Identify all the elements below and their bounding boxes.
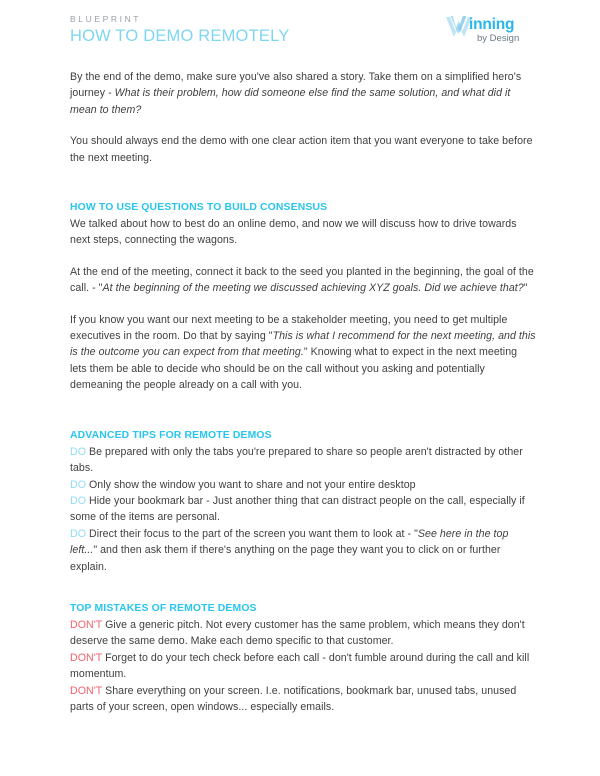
do-marker: DO [70, 527, 86, 540]
spacer [70, 590, 536, 601]
list-item-text-after: " and then ask them if there's anything on the page they want you to click on or further explain. [70, 544, 501, 573]
do-marker: DO [70, 445, 86, 458]
consensus-paragraph-2-tail: " [523, 282, 528, 295]
list-item [70, 683, 536, 716]
consensus-paragraph-2-text: At the end of the meeting, connect it back to the seed you planted in the beginning, the goal of the call. - " [70, 265, 534, 295]
list-item-text: Forget to do your tech check before each call - don't fumble around during the call and kill momentum. [70, 651, 530, 681]
document-body [70, 56, 536, 715]
list-item-text: Only show the window you want to share and not your entire desktop [89, 478, 416, 491]
do-marker: DO [70, 494, 86, 507]
section-heading-consensus: HOW TO USE QUESTIONS TO BUILD CONSENSUS [70, 202, 328, 214]
logo-icon [444, 13, 536, 47]
intro-paragraph-1 [70, 69, 536, 118]
section-top-mistakes [70, 601, 536, 715]
consensus-paragraph-3 [70, 312, 536, 394]
dont-marker: DON'T [70, 684, 103, 697]
list-item-text: Direct their focus to the part of the screen you want them to look at - " [89, 527, 418, 540]
consensus-paragraph-3-text: If you know you want our next meeting to be a stakeholder meeting, you need to get multiple executives in the room. Do that by saying " [70, 313, 508, 343]
spacer [70, 181, 536, 200]
page-title: HOW TO DEMO REMOTELY [70, 27, 290, 45]
header-title-group [70, 12, 289, 46]
list-item-text: Share everything on your screen. I.e. notifications, bookmark bar, unused tabs, unused parts of your screen, open windows... especially emails. [70, 684, 517, 713]
document-header [70, 12, 536, 56]
list-item [70, 617, 536, 650]
list-item [70, 444, 536, 477]
do-marker: DO [70, 478, 86, 491]
svg-text:inning: inning [469, 16, 515, 33]
section-advanced-tips [70, 428, 536, 575]
list-item-text: Be prepared with only the tabs you're prepared to share so people aren't distracted by other tabs. [70, 445, 523, 475]
top-mistakes-list [70, 617, 536, 715]
consensus-paragraph-2 [70, 264, 536, 297]
intro-paragraph-1-italic: What is their problem, how did someone else find the same solution, and what did it mean to them? [70, 87, 511, 116]
list-item [70, 477, 536, 493]
advanced-tips-list [70, 444, 536, 575]
list-item [70, 526, 536, 575]
intro-paragraph-1-text: By the end of the demo, make sure you've also shared a story. Take them on a simplified hero's journey - [70, 71, 522, 100]
list-item-italic: See here in the top left... [70, 527, 509, 557]
consensus-paragraph-2-italic: At the beginning of the meeting we discussed achieving XYZ goals. Did we achieve that? [102, 282, 524, 295]
document-kicker: BLUEPRINT [70, 14, 142, 24]
consensus-paragraph-3-tail: " Knowing what to expect in the next meeting lets them be able to decide who should be on the call without you asking and potentially demeaning the people already on a call with you. [70, 346, 518, 392]
section-heading-advanced-tips: ADVANCED TIPS FOR REMOTE DEMOS [70, 429, 272, 441]
dont-marker: DON'T [70, 618, 103, 631]
list-item-text: Give a generic pitch. Not every customer has the same problem, which means they don't deserve the same demo. Make each demo specific to that customer. [70, 618, 525, 648]
section-consensus [70, 200, 536, 249]
section-heading-top-mistakes: TOP MISTAKES OF REMOTE DEMOS [70, 602, 257, 614]
consensus-paragraph-3-italic: This is what I recommend for the next meeting, and this is the outcome you can expect from that meeting. [70, 330, 536, 359]
consensus-paragraph-1: We talked about how to best do an online demo, and now we will discuss how to drive towards next steps, connecting the wagons. [70, 218, 517, 247]
list-item-text: Hide your bookmark bar - Just another thing that can distract people on the call, especially if some of the items are personal. [70, 494, 525, 524]
list-item [70, 493, 536, 526]
spacer [70, 409, 536, 428]
svg-text:by Design: by Design [477, 33, 520, 44]
list-item [70, 650, 536, 683]
winning-by-design-logo [444, 13, 536, 47]
intro-paragraph-2: You should always end the demo with one clear action item that you want everyone to take before the next meeting. [70, 135, 533, 164]
dont-marker: DON'T [70, 651, 103, 664]
